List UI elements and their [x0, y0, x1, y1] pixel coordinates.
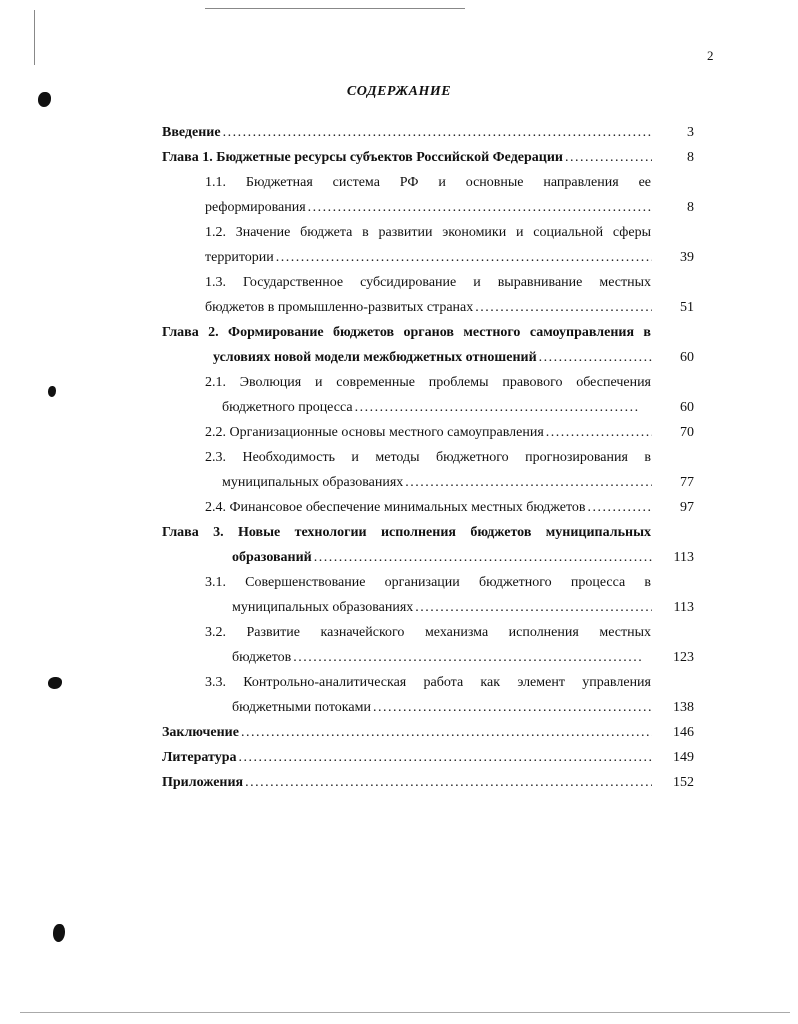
toc-entry-chapter-3: Глава 3. Новые технологии исполнения бюджетов муниципальных [162, 525, 651, 540]
toc-entry-section-3-2: 3.2. Развитие казначейского механизма исполнения местных [205, 625, 651, 640]
toc-entry-section-1-2: 1.2. Значение бюджета в развитии экономики и социальной сферы [205, 225, 651, 240]
toc-page-number: 149 [673, 750, 694, 765]
toc-entry-appendices: Приложения . . . [162, 772, 652, 794]
toc-entry-section-1-1: 1.1. Бюджетная система РФ и основные направления ее [205, 175, 651, 190]
toc-entry-section-2-1: 2.1. Эволюция и современные проблемы правового обеспечения [205, 375, 651, 390]
toc-entry-intro: Введение . . . [162, 122, 652, 144]
toc-entry-conclusion: Заключение . . . [162, 722, 652, 744]
toc-entry-section-2-3-cont: муниципальных образованиях . . . [222, 472, 652, 494]
scan-left-edge-line [34, 10, 35, 65]
toc-entry-chapter-3-cont: образований . . . [232, 547, 652, 569]
toc-entry-chapter-1: Глава 1. Бюджетные ресурсы субъектов Российской Федерации . . . [162, 147, 652, 169]
toc-entry-section-2-1-cont: бюджетного процесса . . . [222, 397, 640, 419]
toc-page-number: 113 [673, 550, 694, 565]
toc-entry-section-3-3: 3.3. Контрольно-аналитическая работа как элемент управления [205, 675, 651, 690]
toc-page-number: 152 [673, 775, 694, 790]
toc-entry-section-3-1: 3.1. Совершенствование организации бюджетного процесса в [205, 575, 651, 590]
hole-punch-mark [48, 677, 62, 689]
toc-page-number: 60 [680, 400, 694, 415]
toc-page-number: 138 [673, 700, 694, 715]
page-title: СОДЕРЖАНИЕ [346, 84, 452, 99]
toc-entry-section-1-2-cont: территории . . . [205, 247, 652, 269]
toc-entry-section-1-3-cont: бюджетов в промышленно-развитых странах . . . [205, 297, 652, 319]
toc-page-number: 39 [680, 250, 694, 265]
page-number: 2 [707, 48, 714, 63]
toc-page-number: 113 [673, 600, 694, 615]
toc-page-number: 123 [673, 650, 694, 665]
hole-punch-mark [53, 924, 65, 942]
toc-entry-section-3-3-cont: бюджетными потоками . . . [232, 697, 652, 719]
toc-page-number: 8 [687, 200, 694, 215]
toc-page-number: 8 [687, 150, 694, 165]
toc-page-number: 3 [687, 125, 694, 140]
toc-page-number: 60 [680, 350, 694, 365]
scan-top-line [205, 8, 465, 9]
hole-punch-mark [48, 386, 56, 397]
toc-entry-section-1-1-cont: реформирования . . . [205, 197, 652, 219]
toc-page-number: 51 [680, 300, 694, 315]
toc-entry-section-1-3: 1.3. Государственное субсидирование и выравнивание местных [205, 275, 651, 290]
toc-entry-chapter-2-cont: условиях новой модели межбюджетных отношений . . . [213, 347, 652, 369]
toc-page-number: 70 [680, 425, 694, 440]
toc-entry-chapter-2: Глава 2. Формирование бюджетов органов местного самоуправления в [162, 325, 651, 340]
toc-page-number: 77 [680, 475, 694, 490]
toc-entry-section-2-2: 2.2. Организационные основы местного самоуправления . . . [205, 422, 652, 444]
toc-page-number: 97 [680, 500, 694, 515]
toc-entry-section-2-4: 2.4. Финансовое обеспечение минимальных местных бюджетов . . . [205, 497, 652, 519]
toc-page-number: 146 [673, 725, 694, 740]
toc-entry-section-3-2-cont: бюджетов . . . [232, 647, 642, 669]
scan-bottom-line [20, 1012, 790, 1013]
toc-entry-section-2-3: 2.3. Необходимость и методы бюджетного прогнозирования в [205, 450, 651, 465]
toc-entry-section-3-1-cont: муниципальных образованиях . . . [232, 597, 652, 619]
toc-entry-literature: Литература . . . [162, 747, 652, 769]
